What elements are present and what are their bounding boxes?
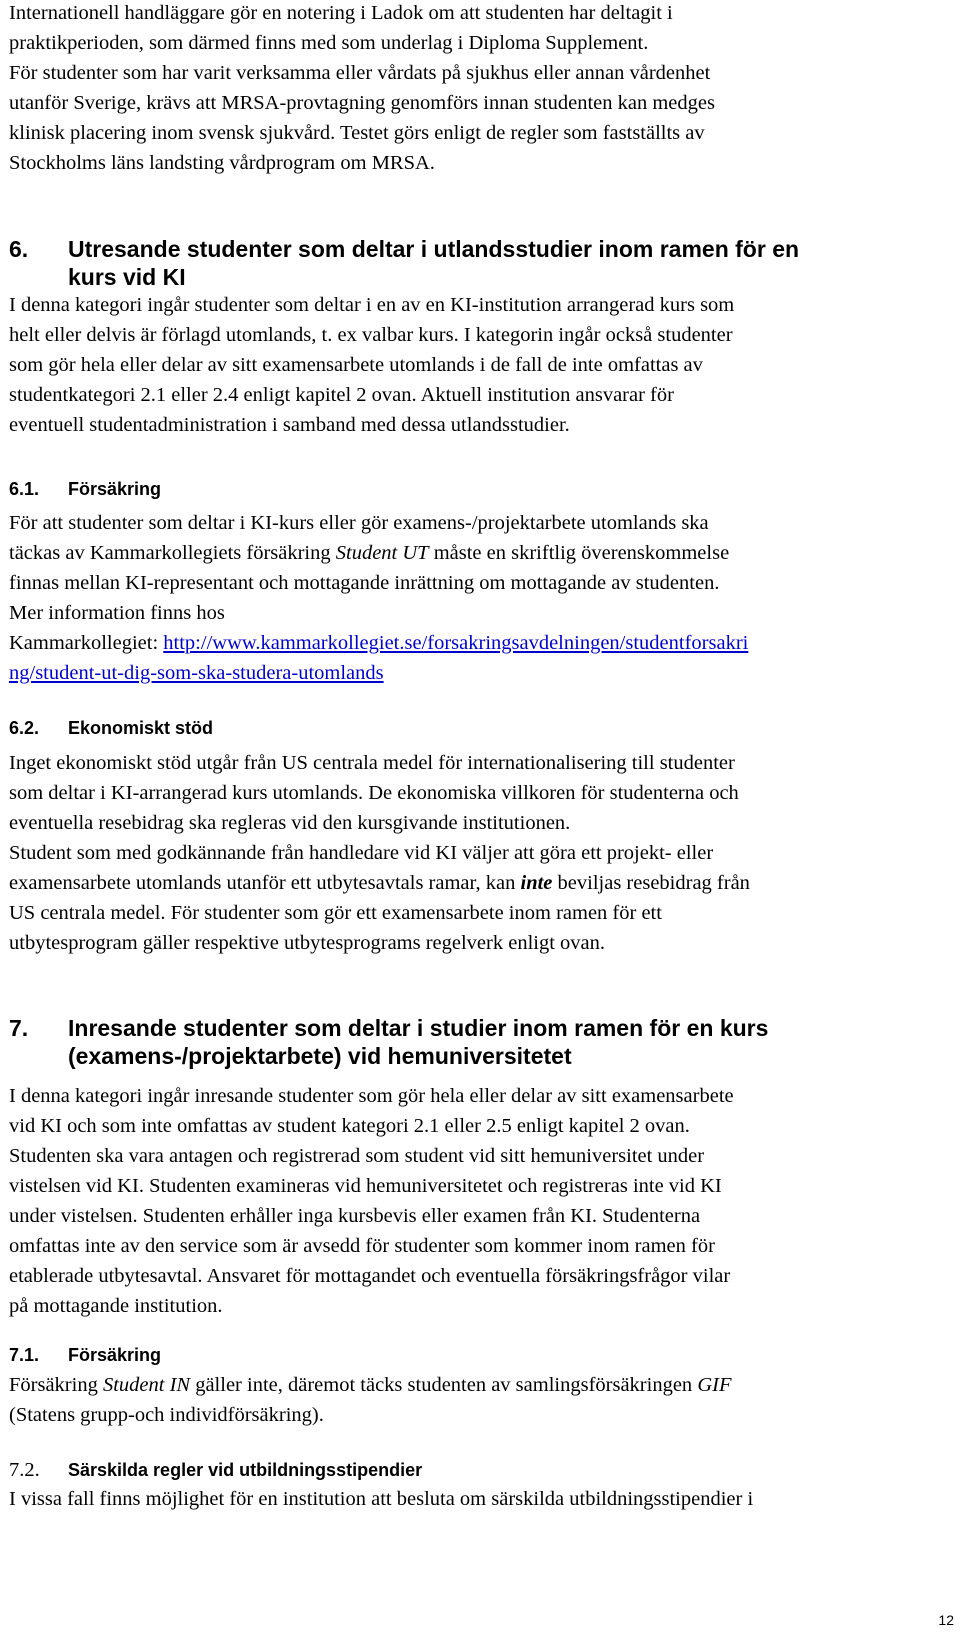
paragraph-line: eventuella resebidrag ska regleras vid den kursgivande institutionen.: [9, 812, 571, 834]
section-7-2-body: [9, 1484, 753, 1514]
paragraph-line: Student som med godkännande från handledare vid KI väljer att göra ett projekt- eller: [9, 842, 714, 864]
emphasis-text: Student IN: [102, 1374, 191, 1396]
section-6-body: [9, 290, 734, 440]
section-number: 7.1.: [9, 1345, 40, 1365]
paragraph-line: på mottagande institution.: [9, 1295, 223, 1317]
section-number: 7.2.: [9, 1459, 40, 1481]
section-6-1-heading: [9, 476, 161, 502]
paragraph-line: US centrala medel. För studenter som gör ett examensarbete inom ramen för ett: [9, 902, 662, 924]
paragraph-line: I vissa fall finns möjlighet för en institution att besluta om särskilda utbildningsstipendier i: [9, 1488, 754, 1510]
section-7-heading: [9, 1014, 768, 1070]
paragraph-line: I denna kategori ingår studenter som deltar i en av en KI-institution arrangerad kurs som: [9, 294, 735, 316]
paragraph-line: Försäkring Student IN gäller inte, däremot täcks studenten av samlingsförsäkringen GIF: [9, 1374, 732, 1396]
section-6-1-body: [9, 508, 748, 688]
heading-line: Utresande studenter som deltar i utlandsstudier inom ramen för en: [68, 236, 800, 262]
page-number: 12: [938, 1612, 954, 1628]
paragraph-line: examensarbete utomlands utanför ett utbytesavtals ramar, kan inte beviljas resebidrag från: [9, 872, 750, 894]
heading-title: Försäkring: [68, 1345, 162, 1365]
paragraph-line: För att studenter som deltar i KI-kurs eller gör examens-/projektarbete utomlands ska: [9, 512, 709, 534]
kammarkollegiet-link-continued[interactable]: ng/student-ut-dig-som-ska-studera-utomlands: [9, 662, 384, 684]
heading-title: Försäkring: [68, 479, 162, 499]
section-7-2-heading: [9, 1457, 422, 1483]
paragraph-line: omfattas inte av den service som är avsedd för studenter som kommer inom ramen för: [9, 1235, 715, 1257]
heading-title: Ekonomiskt stöd: [68, 718, 214, 738]
section-6-2-body: [9, 748, 750, 958]
paragraph-line: klinisk placering inom svensk sjukvård. Testet görs enligt de regler som fastställts av: [9, 122, 705, 144]
paragraph-line: Mer information finns hos: [9, 602, 225, 624]
emphasis-text: inte: [520, 872, 553, 894]
paragraph-line: täckas av Kammarkollegiets försäkring Student UT måste en skriftlig överenskommelse: [9, 542, 730, 564]
paragraph-line: som deltar i KI-arrangerad kurs utomlands. De ekonomiska villkoren för studenterna och: [9, 782, 739, 804]
section-number: 6.: [9, 236, 29, 262]
paragraph-line: I denna kategori ingår inresande studenter som gör hela eller delar av sitt examensarbete: [9, 1085, 734, 1107]
paragraph-line: etablerade utbytesavtal. Ansvaret för mottagandet och eventuella försäkringsfrågor vilar: [9, 1265, 731, 1287]
emphasis-text: Student UT: [335, 542, 429, 564]
kammarkollegiet-link[interactable]: http://www.kammarkollegiet.se/forsakringsavdelningen/studentforsakri: [163, 632, 749, 654]
section-number: 6.2.: [9, 718, 40, 738]
paragraph-line: utanför Sverige, krävs att MRSA-provtagning genomförs innan studenten kan medges: [9, 92, 715, 114]
paragraph-line: helt eller delvis är förlagd utomlands, t. ex valbar kurs. I kategorin ingår också studenter: [9, 324, 733, 346]
paragraph-line: vistelsen vid KI. Studenten examineras vid hemuniversitetet och registreras inte vid KI: [9, 1175, 722, 1197]
paragraph-line: studentkategori 2.1 eller 2.4 enligt kapitel 2 ovan. Aktuell institution ansvarar för: [9, 384, 674, 406]
paragraph-line: som gör hela eller delar av sitt examensarbete utomlands i de fall de inte omfattas av: [9, 354, 703, 376]
intro-block: [9, 0, 715, 178]
emphasis-text: GIF: [697, 1374, 732, 1396]
paragraph-line: finnas mellan KI-representant och mottagande inrättning om mottagande av studenten.: [9, 572, 720, 594]
paragraph-line: praktikperioden, som därmed finns med som underlag i Diploma Supplement.: [9, 32, 649, 54]
paragraph-line: Inget ekonomiskt stöd utgår från US centrala medel för internationalisering till studenter: [9, 752, 735, 774]
paragraph-line: utbytesprogram gäller respektive utbytesprograms regelverk enligt ovan.: [9, 932, 606, 954]
section-number: 7.: [9, 1015, 29, 1041]
paragraph-line: under vistelsen. Studenten erhåller inga kursbevis eller examen från KI. Studenterna: [9, 1205, 701, 1227]
heading-line: kurs vid KI: [68, 264, 186, 290]
heading-line: Inresande studenter som deltar i studier inom ramen för en kurs: [68, 1015, 769, 1041]
heading-line: (examens-/projektarbete) vid hemuniversitetet: [68, 1043, 572, 1069]
paragraph-line: Stockholms läns landsting vårdprogram om MRSA.: [9, 152, 435, 174]
paragraph-line: Internationell handläggare gör en notering i Ladok om att studenten har deltagit i: [9, 2, 673, 24]
section-6-heading: [9, 235, 799, 291]
section-7-body: [9, 1081, 734, 1321]
paragraph-line: Kammarkollegiet: http://www.kammarkollegiet.se/forsakringsavdelningen/studentforsakri: [9, 632, 749, 654]
paragraph-line: vid KI och som inte omfattas av student kategori 2.1 eller 2.5 enligt kapitel 2 ovan.: [9, 1115, 690, 1137]
paragraph-line: eventuell studentadministration i samband med dessa utlandsstudier.: [9, 414, 570, 436]
paragraph-line: [9, 658, 748, 688]
section-6-2-heading: [9, 715, 213, 741]
paragraph-line: För studenter som har varit verksamma eller vårdats på sjukhus eller annan vårdenhet: [9, 62, 711, 84]
section-number: 6.1.: [9, 479, 40, 499]
section-7-1-body: [9, 1370, 731, 1430]
paragraph-line: Studenten ska vara antagen och registrerad som student vid sitt hemuniversitet under: [9, 1145, 705, 1167]
section-7-1-heading: [9, 1342, 161, 1368]
heading-title: Särskilda regler vid utbildningsstipendier: [68, 1460, 423, 1480]
paragraph-line: (Statens grupp-och individförsäkring).: [9, 1404, 324, 1426]
